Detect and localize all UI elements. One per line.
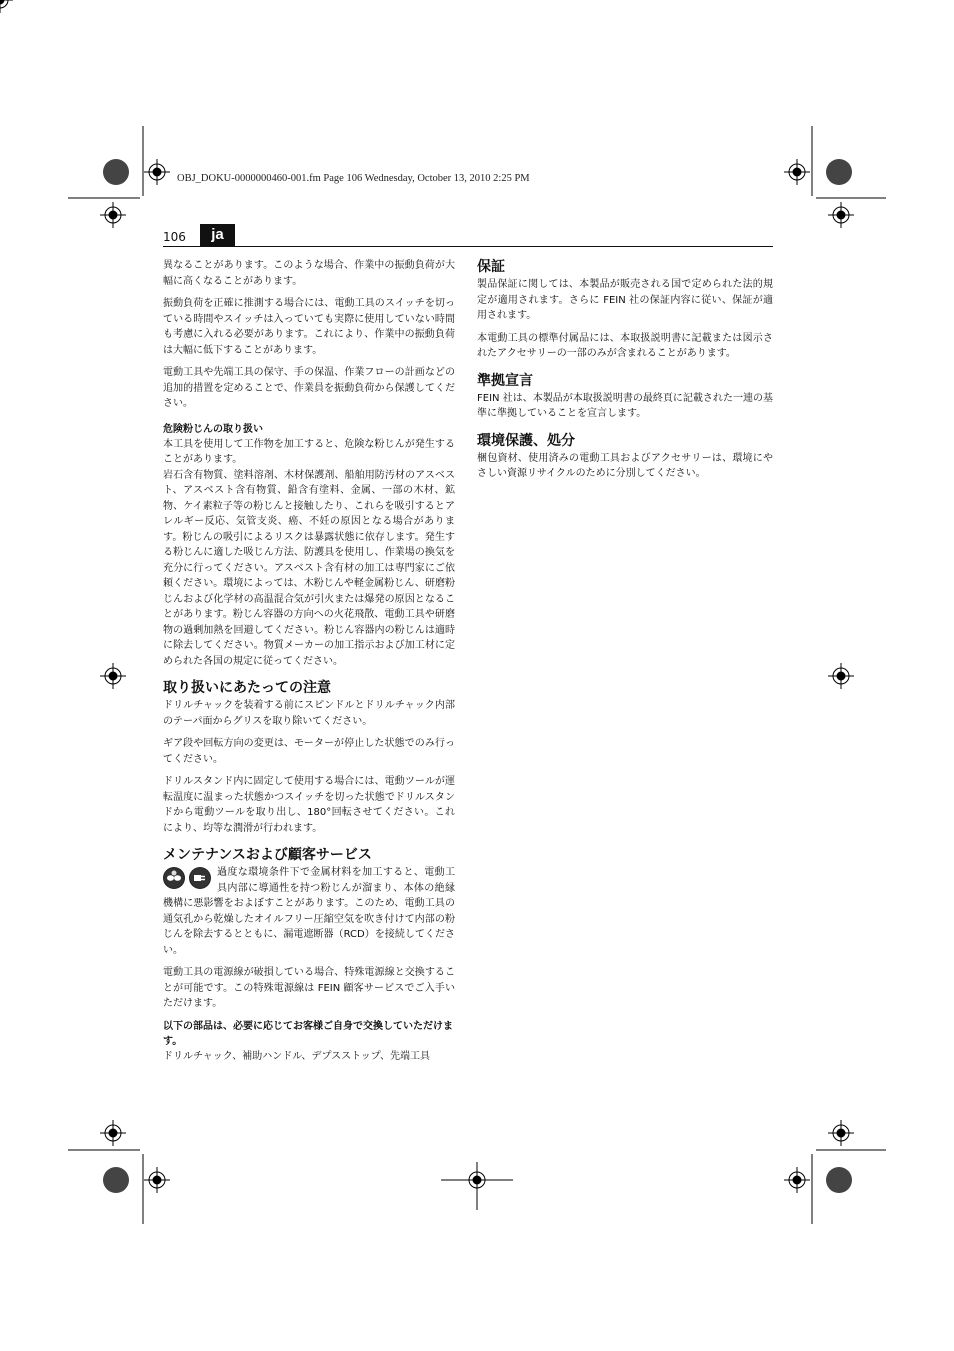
safety-goggles-icon [163,867,185,889]
warranty-heading: 保証 [477,259,505,275]
paragraph: 本電動工具の標準付属品には、本取扱説明書に記載または図示されたアクセサリーの一部のみが含まれることがあります。 [477,332,773,359]
handling-heading: 取り扱いにあたっての注意 [163,680,331,696]
left-column [163,258,455,1071]
paragraph: 電動工具や先端工具の保守、手の保温、作業フローの計画などの追加的措置を定めることで、作業員を振動負荷から保護してください。 [163,367,455,409]
environment-heading: 環境保護、処分 [477,432,575,449]
file-info-line: OBJ_DOKU-0000000460-001.fm Page 106 Wednesday, October 13, 2010 2:25 PM [177,173,530,184]
paragraph: 製品保証に関しては、本製品が販売される国で定められた法的規定が適用されます。さらに FEIN 社の保証内容に従い、保証が適用されます。 [477,279,773,321]
right-column [477,258,773,489]
warning-icons [163,867,213,891]
paragraph: 梱包資材、使用済みの電動工具およびアクセサリーは、環境にやさしい資源リサイクルのために分別してください。 [477,452,773,479]
maintenance-heading: メンテナンスおよび顧客サービス [163,847,372,863]
paragraph: ドリルチャックを装着する前にスピンドルとドリルチャック内部のテーパ面からグリスを取り除いてください。 [163,700,455,727]
header-rule [163,246,773,247]
paragraph: 電動工具の電源線が破損している場合、特殊電源線と交換することが可能です。この特殊電源線は FEIN 顧客サービスでご入手いただけます。 [163,967,455,1009]
paragraph: 本工具を使用して工作物を加工すると、危険な粉じんが発生することがあります。 [163,438,455,465]
paragraph: ドリルチャック、補助ハンドル、デプスストップ、先端工具 [163,1050,430,1062]
paragraph: 過度な環境条件下で金属材料を加工すると、電動工具内部に導通性を持つ粉じんが溜まり、本体の絶縁機構に悪影響をおよぼすことがあります。このため、電動工具の通気孔から乾燥したオイルフリー圧縮空気を吹き付けて内部の粉じんを除去するとともに、漏電遮断器（RCD）を接続してください。 [163,867,455,956]
parts-subheading: 以下の部品は、必要に応じてお客様ご自身で交換していただけます。 [163,1020,453,1047]
language-tab: ja [200,224,235,246]
conformity-heading: 準拠宣言 [477,372,533,389]
paragraph: ドリルスタンド内に固定して使用する場合には、電動ツールが運転温度に温まった状態かつスイッチを切った状態でドリルスタンドから電動ツールを取り出し、180°回転させてください。これにより、均等な潤滑が行われます。 [163,776,455,834]
unplug-icon [189,867,211,889]
paragraph: FEIN 社は、本製品が本取扱説明書の最終頁に記載された一連の基準に準拠していることを宣言します。 [477,392,773,419]
paragraph: 振動負荷を正確に推測する場合には、電動工具のスイッチを切っている時間やスイッチは入っていても実際に使用していない時間も考慮に入れる必要があります。これにより、作業中の振動負荷は大幅に低下することがあります。 [163,298,455,356]
paragraph: 異なることがあります。このような場合、作業中の振動負荷が大幅に高くなることがあります。 [163,260,455,287]
paragraph: ギア段や回転方向の変更は、モーターが停止した状態でのみ行ってください。 [163,738,455,765]
dust-subheading: 危険粉じんの取り扱い [163,423,263,435]
paragraph: 岩石含有物質、塗料溶剤、木材保護剤、船舶用防汚材のアスベスト、アスベスト含有物質、鉛含有塗料、金属、一部の木材、鉱物、ケイ素粒子等の粉じんと接触したり、これらを吸引するとアレルギー反応、気管支炎、癌、不妊の原因となる場合があります。粉じんの吸引によるリスクは暴露状態に依存します。発生する粉じんに適した吸じん方法、防護具を使用し、作業場の換気を充分に行ってください。アスベスト含有材の加工は専門家にご依頼ください。環境によっては、木粉じんや軽金属粉じん、研磨粉じんおよび化学材の高温混合気が引火または爆発の原因となることがあります。粉じん容器の方向への火花飛散、電動工具や研磨物の過剰加熱を回避してください。粉じん容器内の粉じんは適時に除去してください。物質メーカーの加工指示および加工材に定められた各国の規定に従ってください。 [163,469,455,667]
page-number: 106 [163,230,186,244]
